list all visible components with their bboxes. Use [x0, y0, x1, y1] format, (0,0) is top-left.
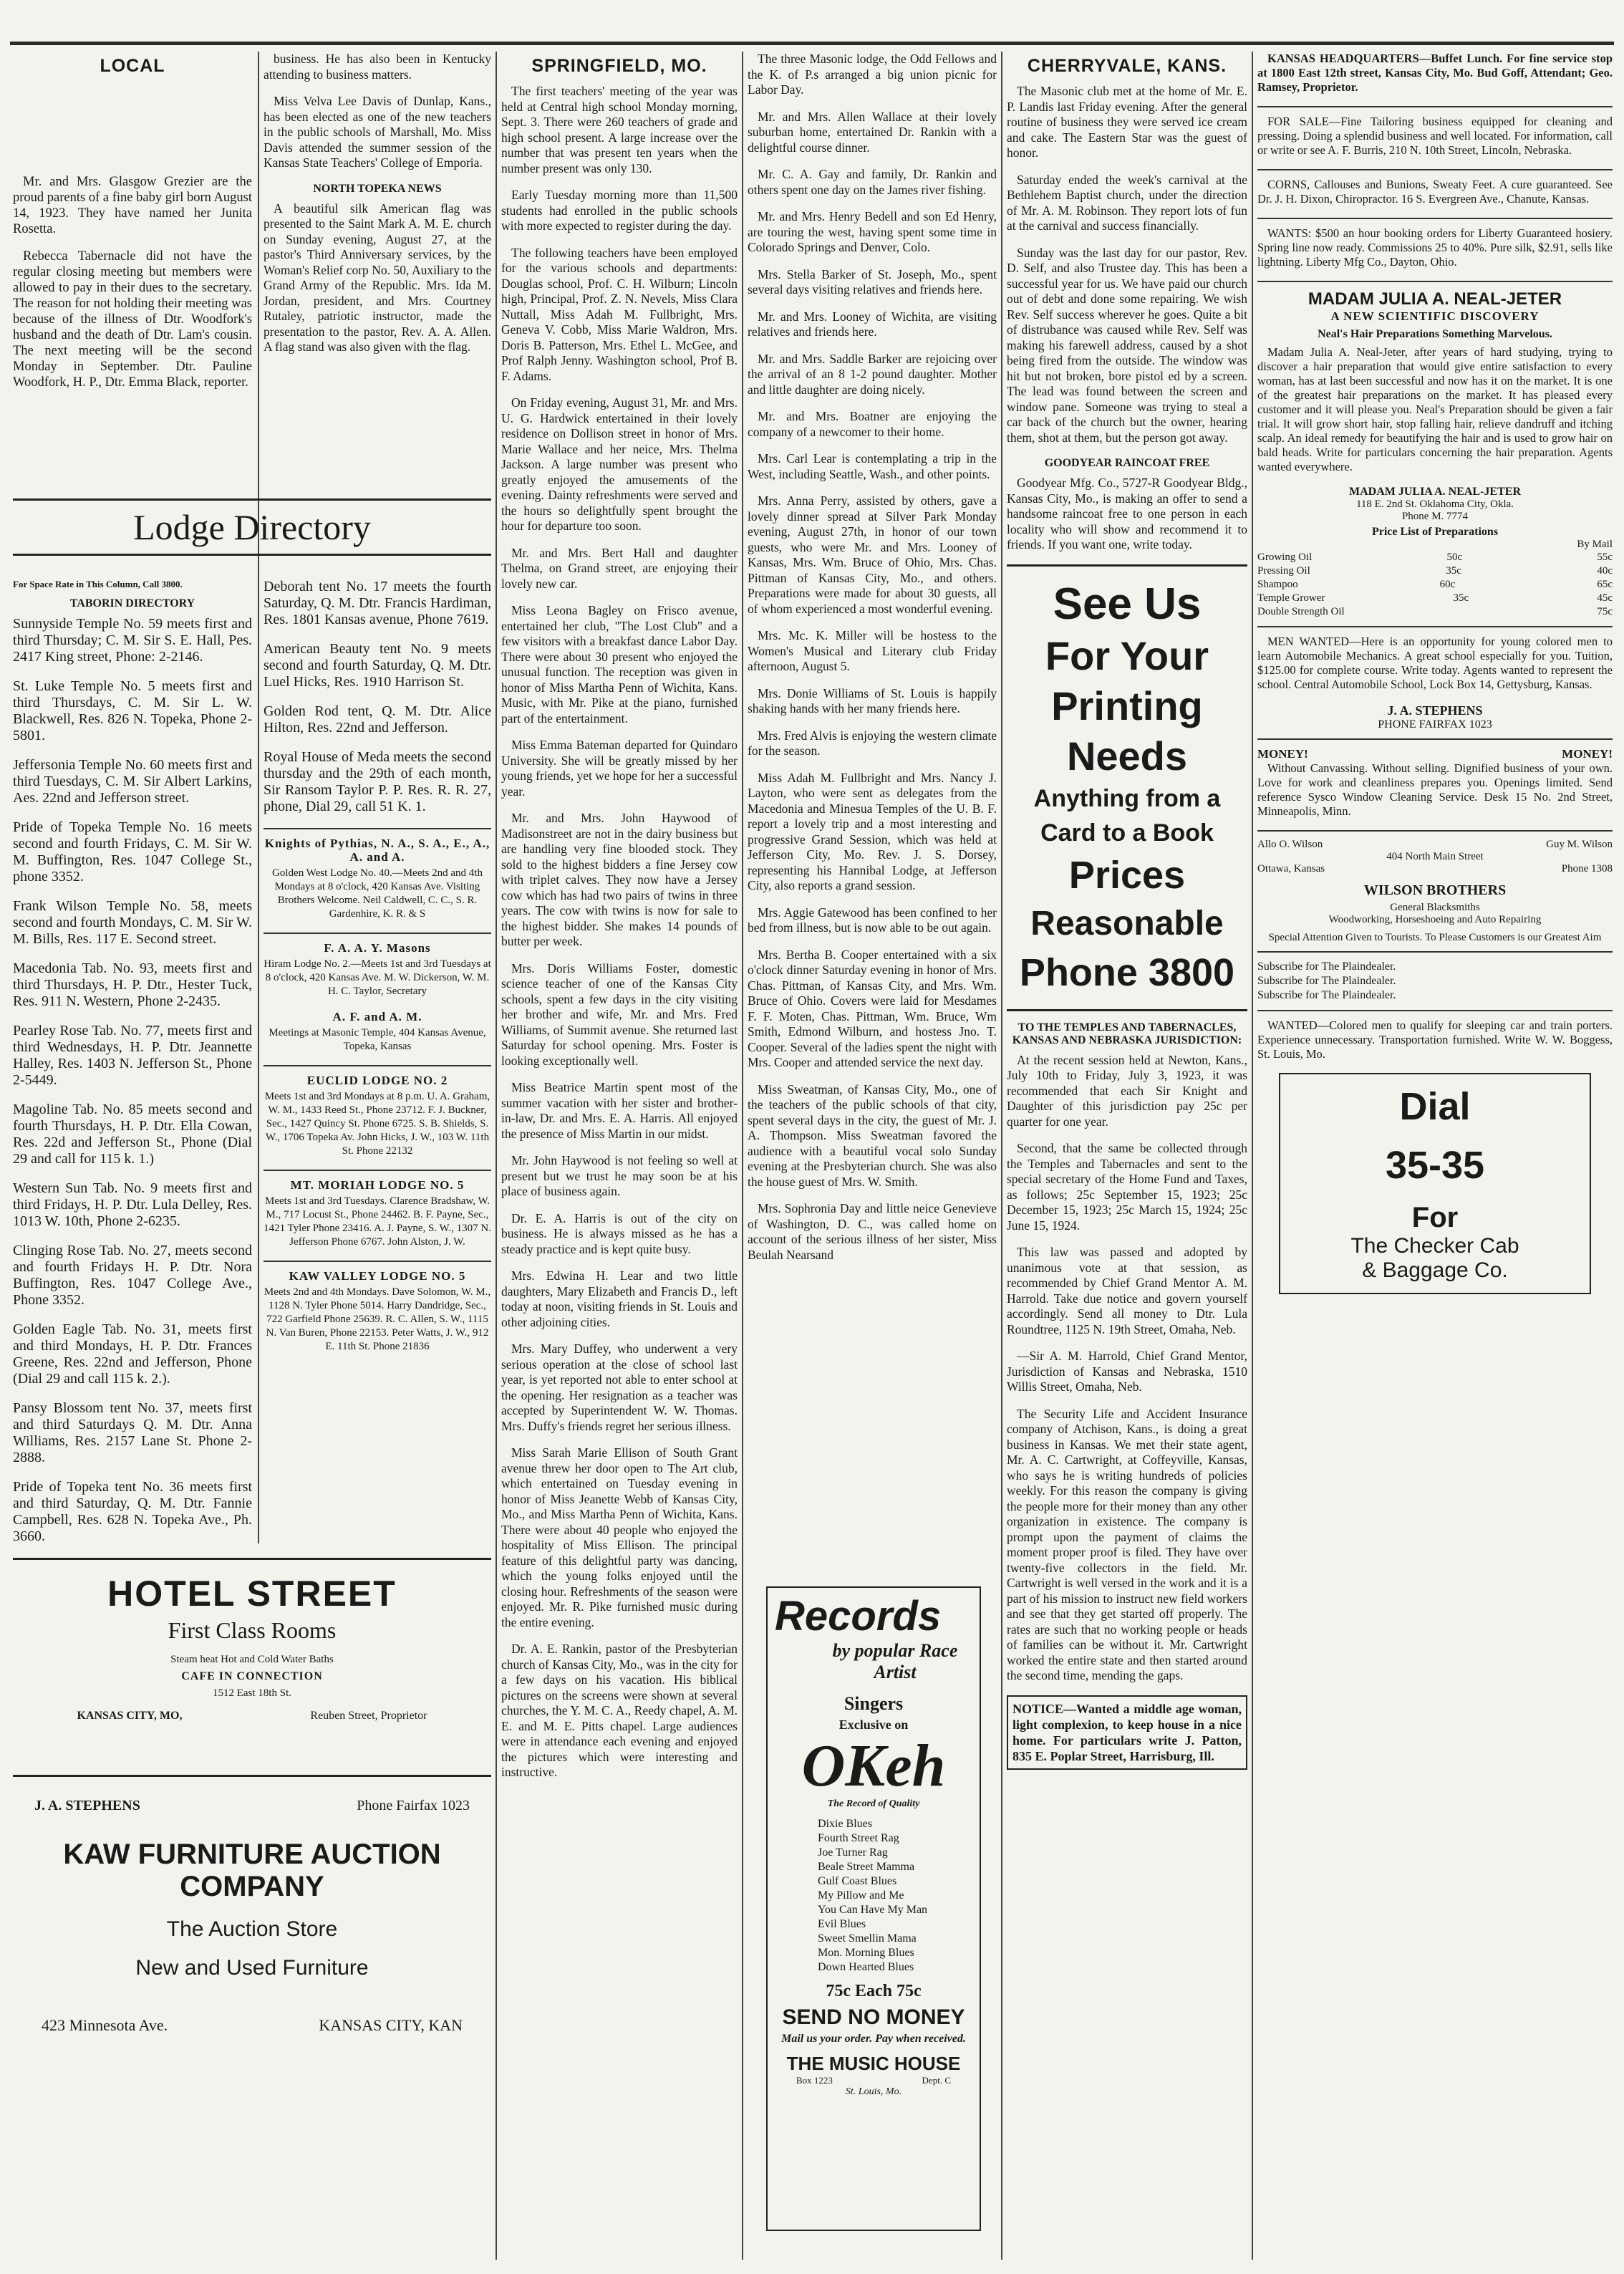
neal-address: 118 E. 2nd St. Oklahoma City, Okla.: [1355, 498, 1514, 510]
divider: [1257, 1010, 1613, 1011]
article-paragraph: Dr. E. A. Harris is out of the city on business. He is always missed as he has a steady practice and is kept quite busy.: [501, 1210, 738, 1256]
price-mail: 55c: [1597, 551, 1613, 563]
wilson-title: WILSON BROTHERS: [1363, 882, 1507, 898]
kp-body: Golden West Lodge No. 40.—Meets 2nd and 4th Mondays at 8 o'clock, 420 Kansas Ave. Visiting Brothers Welcome. Neil Caldwell, C. C., S. R. Gardenhire, K. R. & S: [272, 867, 483, 920]
dial-title: Dial: [1399, 1085, 1471, 1128]
column-divider: [258, 52, 259, 1543]
temple-entry: Pride of Topeka tent No. 36 meets first and third Saturday, Q. M. Dtr. Fannie Campbell, Res. 628 N. Topeka Ave., Ph. 3660.: [13, 1479, 252, 1544]
records-mail-note: Mail us your order. Pay when received.: [781, 2033, 966, 2045]
column-divider: [1001, 52, 1002, 2260]
music-house-address: [775, 2075, 972, 2086]
stephens-phone: PHONE FAIRFAX 1023: [1378, 718, 1492, 731]
hotel-line: CAFE IN CONNECTION: [181, 1670, 323, 1682]
song-item: Gulf Coast Blues: [818, 1875, 897, 1887]
classifieds-column: [1257, 52, 1613, 2265]
temple-entry: St. Luke Temple No. 5 meets first and third Thursdays, C. M. Sir L. W. Blackwell, Res. 826 N. Topeka, Phone 2-5801.: [13, 678, 252, 743]
temple-entry: Sunnyside Temple No. 59 meets first and third Thursday; C. M. Sir S. E. Hall, Pes. 2417 King street, Phone: 2-2146.: [13, 616, 252, 665]
wilson-note: Special Attention Given to Tourists. To Please Customers is our Greatest Aim: [1268, 932, 1602, 943]
neal-phone: Phone M. 7774: [1401, 511, 1469, 522]
article-paragraph: Mrs. Bertha B. Cooper entertained with a six o'clock dinner Saturday evening in honor of Mrs. Chas. Pittman, of Kansas City, and Mrs. Wm. Bruce of Ohio. Covers were laid for Mesdames F. F. Moten, Chas. Pittman, Wm. Bruce, Wm Smith, Edmond Wilburn, and hostess Jno. T. Cooper. Several of the ladies spent the night with Mrs. Cooper and attended service the next day.: [748, 947, 997, 1069]
price-item: Growing Oil: [1257, 551, 1313, 563]
money-heading-right: MONEY!: [1562, 747, 1613, 761]
price-item: Temple Grower: [1257, 592, 1325, 604]
money-heading-left: MONEY!: [1257, 747, 1308, 761]
kaw-valley-body: Meets 2nd and 4th Mondays. Dave Solomon, W. M., 1128 N. Tyler Phone 5014. Harry Dandridge, Sec., 722 Garfield Phone 25639. R. C. Allen, S. W., 1115 N. Van Buren, Phone 22153. Peter Watts, J. W., 912 E. 11th St. Phone 21836: [264, 1286, 491, 1352]
price-value: 35c: [1453, 592, 1469, 604]
price-item: Shampoo: [1257, 579, 1298, 590]
song-item: Down Hearted Blues: [818, 1961, 914, 1973]
divider: [1257, 106, 1613, 107]
social-column: [748, 52, 997, 1584]
divider: [264, 1170, 491, 1171]
divider: [264, 1065, 491, 1066]
article-paragraph: Sunday was the last day for our pastor, Rev. D. Self, and also Trustee day. This has been a successful year for us. We have paid our church out of debt and done some repairing. We wish Rev. Self success wherever he goes. Quite a bit of distrubance was caused while Rev. Self was making his farewell address, caused by a shot being fired from the outside. The window was hit but not broken, bore pistol ed by a screen. The lead was found between the screen and window pane. Someone was trying to steal a car back of the church but the owner, hearing them, shot at them, but the person got away.: [1007, 245, 1247, 445]
hotel-line: Steam heat Hot and Cold Water Baths: [170, 1654, 334, 1665]
price-row: [1257, 605, 1613, 619]
article-paragraph: Mr. and Mrs. Bert Hall and daughter Thelma, on Grand street, are enjoying their lovely new car.: [501, 545, 738, 591]
article-paragraph: Mr. and Mrs. Looney of Wichita, are visiting relatives and friends here.: [748, 309, 997, 339]
taborin-heading: TABORIN DIRECTORY: [69, 597, 195, 610]
wilson-names: [1257, 839, 1613, 851]
faam-body: Hiram Lodge No. 2.—Meets 1st and 3rd Tuesdays at 8 o'clock, 420 Kansas Ave. M. W. Dickerson, W. M. H. C. Taylor, Secretary: [264, 958, 491, 997]
neal-address: MADAM JULIA A. NEAL-JETER: [1348, 486, 1521, 498]
temples-heading: TO THE TEMPLES AND TABERNACLES, KANSAS AND NEBRASKA JURISDICTION:: [1012, 1021, 1242, 1046]
article-paragraph: The Masonic club met at the home of Mr. E. P. Landis last Friday evening. After the general routine of business they were served ice cream and cake. The Eastern Star was the guest of honor.: [1007, 84, 1247, 160]
article-paragraph: Mr. and Mrs. John Haywood of Madisonstreet are not in the dairy business but are handling very fine blooded stock. They sold to the highest bidders a fine Jersey cow with triplet calves. They now have a Jersey cow which has had two pairs of twins in three years. The cow with twins is now for sale to the highest bidder. She makes 14 pounds of butter per week.: [501, 811, 738, 948]
wilson-city: Ottawa, Kansas: [1257, 863, 1325, 875]
article-paragraph: Miss Velva Lee Davis of Dunlap, Kans., has been elected as one of the new teachers in the public schools of Marshall, Mo. Miss Davis attended the summer session of the Kansas State Teachers' College of Emporia.: [264, 94, 491, 170]
printing-ad-line: Card to a Book: [1040, 819, 1214, 847]
send-no-money: SEND NO MONEY: [782, 2005, 965, 2029]
hotel-city: KANSAS CITY, MO,: [77, 1710, 183, 1722]
song-item: Sweet Smellin Mama: [818, 1932, 917, 1945]
tent-entry: Royal House of Meda meets the second thursday and the 29th of each month, Sir Ransom Taylor P. P. Res. R. R. 27, phone, Dial 29, call 51 K. 1.: [264, 749, 491, 814]
price-item: Double Strength Oil: [1257, 606, 1345, 617]
wilson-phone: Phone 1308: [1561, 863, 1613, 875]
records-by: by popular Race Artist: [832, 1640, 958, 1682]
article-paragraph: Early Tuesday morning more than 11,500 students had enrolled in the public schools with more expected to register during the day.: [501, 188, 738, 233]
article-paragraph: Mrs. Carl Lear is contemplating a trip in the West, including Seattle, Wash., and other points.: [748, 451, 997, 481]
kp-heading: Knights of Pythias, N. A., S. A., E., A., A. and A.: [264, 837, 490, 864]
local-heading: LOCAL: [100, 56, 165, 76]
kaw-name: J. A. STEPHENS: [34, 1798, 140, 1813]
records-singers: Singers: [844, 1693, 904, 1714]
springfield-column: [501, 52, 738, 2258]
divider: [264, 933, 491, 934]
kaw-valley-heading: KAW VALLEY LODGE NO. 5: [289, 1269, 466, 1283]
song-list: [775, 1817, 972, 1975]
article-paragraph: The Security Life and Accident Insurance company of Atchison, Kans., is doing a great business in Kansas. We met their state agent, Mr. A. C. Cartwright, at Coffeyville, Kansas, who says he is writing hundreds of policies weekly. For this reason the company is giving the people more for their money than any other organization in existence. The company is prompt upon the payment of claims the moment proper proof is filed. They have over twenty-five collectors in the field. Mr. Cartwright is well versed in the work and it is a part of his mission to instruct new field workers and see that they get started off properly. The rates are such that no working people or heads of families can be without it. Mr. Cartwright worked the entire state and then started around the second time, mending the gaps.: [1007, 1406, 1247, 1682]
euclid-lodge-box: [264, 1074, 491, 1158]
column-divider: [496, 52, 497, 2260]
neal-jeter-title: MADAM JULIA A. NEAL-JETER: [1308, 289, 1562, 309]
song-item: My Pillow and Me: [818, 1889, 904, 1902]
music-house: THE MUSIC HOUSE: [786, 2053, 961, 2074]
article-paragraph: Miss Adah M. Fullbright and Mrs. Nancy J. Layton, who were sent as delegates from the Macedonia and Minesua Temples of the U. B. F. report a lovely trip and a most interesting and progressive Grand Session, which was held at Jefferson City, Mo. Rev. J. S. Dorsey, representing his Hannibal Lodge, at Jefferson City, also reports a grand session.: [748, 770, 997, 892]
hotel-title: HOTEL STREET: [107, 1574, 397, 1614]
neal-jeter-body: Madam Julia A. Neal-Jeter, after years of hard studying, trying to discover a hair preparation that would give entire satisfaction to every woman, has at last been successful and now has it on the market. It is one of the greatest hair preparations on the market. It has pleased every customer and it will please you. Neal's Preparation should be given a fair trial. It will grow short hair, stop falling hair, relieve dandruff and itching scalp. An ideal remedy for beautifying the hair and is used to grow hair on bald heads. Write for particulars concerning the hair preparation. Agents wanted everywhere.: [1257, 345, 1613, 473]
article-paragraph: Mrs. Fred Alvis is enjoying the western climate for the season.: [748, 728, 997, 758]
article-paragraph: Mrs. Stella Barker of St. Joseph, Mo., spent several days visiting relatives and friends here.: [748, 266, 997, 297]
temple-entry: Pearley Rose Tab. No. 77, meets first and third Wednesdays, H. P. Dtr. Jeannette Halley, Res. 1403 N. Jefferson St., Phone 2-5449.: [13, 1023, 252, 1088]
kaw-title: KAW FURNITURE AUCTION: [63, 1839, 441, 1870]
price-row: [1257, 551, 1613, 564]
okeh-logo: OKeh: [801, 1733, 946, 1799]
song-item: Dixie Blues: [818, 1818, 872, 1830]
wilson-sub: General Blacksmiths: [1390, 902, 1480, 913]
price-mail: 75c: [1597, 606, 1613, 617]
printing-ad-line: Phone 3800: [1019, 950, 1235, 994]
classified-ad: MEN WANTED—Here is an opportunity for young colored men to learn Automobile Mechanics. A great school especially for you. Tuition, $125.00 for complete course. Write today. Agents wanted to represent the school. Central Automobile School, Lock Box 14, Gettysburg, Kansas.: [1257, 635, 1613, 691]
article-paragraph: Mr. and Mrs. Allen Wallace at their lovely suburban home, entertained Dr. Rankin with a delightful course dinner.: [748, 109, 997, 155]
article-paragraph: Miss Leona Bagley on Frisco avenue, entertained her club, "The Lost Club" and a few visitors with a breakfast dance Labor Day. There were about 30 present who enjoyed the unusual function. The reception was given in honor of Miss Martha Penn of Wichita, Kans. Music, with Mr. Pike at the piano, furnished part of the entertainment.: [501, 603, 738, 726]
article-paragraph: Miss Beatrice Martin spent most of the summer vacation with her sister and brother-in-law, Dr. and Mrs. E. A. Harris. All enjoyed the presence of Miss Martin in our midst.: [501, 1080, 738, 1141]
printing-ad-line: Needs: [1066, 733, 1188, 779]
hotel-proprietor: Reuben Street, Proprietor: [310, 1710, 427, 1722]
article-paragraph: Second, that the same be collected through the Temples and Tabernacles and sent to the special secretary of the Home Fund and Taxes, as follows; 25c September 15, 1923; 25c December 15, 1923; 25c March 15, 1924; 25c June 15, 1924.: [1007, 1141, 1247, 1233]
okeh-tagline: The Record of Quality: [827, 1798, 920, 1809]
dial-number: 35-35: [1385, 1144, 1485, 1187]
faam-heading: F. A. A. Y. Masons: [324, 941, 431, 955]
local-paragraph: Rebecca Tabernacle did not have the regular closing meeting but members were allowed to pay in their dues to the secretary. The reason for not holding their meeting was because of the illness of Dtr. Woodfork's husband and the death of Dtr. Lam's cousin. The next meeting will be the second Monday in September. Dtr. Pauline Woodfork, H. P., Dtr. Emma Black, reporter.: [13, 249, 252, 390]
neal-jeter-tag: Neal's Hair Preparations Something Marvelous.: [1318, 328, 1552, 340]
article-paragraph: Mr. and Mrs. Boatner are enjoying the company of a newcomer to their home.: [748, 409, 997, 439]
checker-cab-line: The Checker Cab: [1350, 1234, 1519, 1258]
afam-body: Meetings at Masonic Temple, 404 Kansas Avenue, Topeka, Kansas: [269, 1027, 486, 1052]
price-by-mail: By Mail: [1577, 539, 1613, 550]
hotel-line: 1512 East 18th St.: [212, 1687, 291, 1699]
kaw-furniture-ad: [13, 1791, 491, 2249]
song-item: Evil Blues: [818, 1918, 866, 1930]
euclid-body: Meets 1st and 3rd Mondays at 8 p.m. U. A. Graham, W. M., 1433 Reed St., Phone 23712. F. J. Buckner, Sec., 1427 Quincy St. Phone 6725. S. B. Shields, S. W., 1706 Topeka Av. John Hicks, J. W., 103 W. 11th St. Phone 22132: [264, 1091, 490, 1157]
song-item: Fourth Street Rag: [818, 1832, 899, 1844]
divider: [1257, 738, 1613, 740]
moriah-lodge-box: [264, 1178, 491, 1249]
checker-cab-line: & Baggage Co.: [1362, 1258, 1508, 1282]
column-divider: [742, 52, 743, 2260]
article-paragraph: At the recent session held at Newton, Kans., July 10th to Friday, July 3, 1923, it was recommended that each Sir Knight and Daughter of this jurisdiction pay 25c per quarter for one year.: [1007, 1052, 1247, 1129]
article-paragraph: Mrs. Mary Duffey, who underwent a very serious operation at the close of school last year, is yet reported not able to enter school at the opening. Her resignation as a teacher was accepted by Superintendent W. W. Thomas. Mrs. Duffy's friends regret her serious illness.: [501, 1341, 738, 1433]
kaw-footer: [13, 2016, 491, 2035]
temple-entry: Pride of Topeka Temple No. 16 meets second and fourth Fridays, C. M. Sir W. M. Buffington, Res. 1047 College St., phone 3352.: [13, 819, 252, 885]
faam-box: [264, 941, 491, 998]
article-paragraph: Miss Sarah Marie Ellison of South Grant avenue threw her door open to The Art club, which entertained on Tuesday evening in honor of Miss Jeanette Webb of Kansas City, Mo., and Miss Martha Penn of Wichita, Kans. There were about 40 people who enjoyed the hospitality of Miss Ellison. The principal feature of this delightful party was dancing, which the young folks enjoyed until the closing hour. Refreshments of the season were enjoyed. Mr. R. Pike furnished music during the entire evening.: [501, 1445, 738, 1629]
divider: [1257, 218, 1613, 219]
price-list-heading: Price List of Preparations: [1371, 526, 1499, 538]
lodge-directory-title: Lodge Directory: [13, 498, 491, 556]
price-mail: 65c: [1597, 579, 1613, 590]
cherryvale-heading: CHERRYVALE, KANS.: [1027, 56, 1227, 76]
space-rate-note: For Space Rate in This Column, Call 3800.: [13, 579, 183, 589]
article-paragraph: The first teachers' meeting of the year was held at Central high school Monday morning, Sept. 3. There were 260 teachers of grade and high school present. A large increase over the number that was present ten years when the number present was only 130.: [501, 84, 738, 175]
kaw-city: KANSAS CITY, KAN: [319, 2016, 463, 2034]
divider: [1257, 830, 1613, 832]
divider: [1257, 281, 1613, 282]
article-paragraph: Miss Emma Bateman departed for Quindaro University. She will be greatly missed by her young friends, yet we hope for her a successful year.: [501, 738, 738, 799]
article-paragraph: The following teachers have been employed for the various schools and departments: Douglas school, Prof. C. H. Wilburn; Lincoln high, Principal, Prof. Z. N. Nevels, Miss Clara Nuttall, Miss Adah M. Fullbright, Mrs. Geneva V. Cobb, Miss Marie Waldron, Mrs. Doris B. Patterson, Mrs. Ethel L. McGee, and Prof Ralph Jenny. Washington school, Prof B. F. Adams.: [501, 245, 738, 383]
tent-entry: American Beauty tent No. 9 meets second and fourth Saturday, Q. M. Dtr. Luel Hicks, Res. 1910 Harrison St.: [264, 641, 491, 690]
article-paragraph: Mr. John Haywood is not feeling so well at present but we trust he may soon be at his place of business again.: [501, 1153, 738, 1198]
records-exclusive: Exclusive on: [838, 1717, 909, 1732]
top-rule: [10, 42, 1614, 45]
knights-of-pythias-box: [264, 837, 491, 921]
article-paragraph: Miss Sweatman, of Kansas City, Mo., one of the teachers of the public schools of that city, spent several days in the city, the guest of Mr. J. A. Thompson. Miss Sweatman favored the audience with a beautiful vocal solo Sunday evening at the Presbyterian church. She was also the house guest of Mrs. W. Smith.: [748, 1081, 997, 1189]
printing-ad-line: Printing: [1051, 683, 1203, 728]
song-item: You Can Have My Man: [818, 1904, 928, 1916]
kaw-title: COMPANY: [180, 1871, 324, 1902]
kaw-address: 423 Minnesota Ave.: [42, 2016, 168, 2034]
printing-ad-line: Prices: [1068, 853, 1186, 897]
price-value: 50c: [1446, 551, 1463, 563]
price-row: [1257, 592, 1613, 605]
hotel-street-ad: [13, 1558, 491, 1777]
classified-ad: KANSAS HEADQUARTERS—Buffet Lunch. For fine service stop at 1800 East 12th street, Kansas City, Mo. Bud Goff, Attendant; Geo. Ramsey, Proprietor.: [1257, 52, 1613, 94]
temple-entry: Western Sun Tab. No. 9 meets first and third Fridays, H. P. Dtr. Lula Delley, Res. 1013 W. 10th, Phone 2-6235.: [13, 1180, 252, 1229]
temple-entry: Jeffersonia Temple No. 60 meets first and third Tuesdays, C. M. Sir Albert Larkins, Aes. 22nd and Jefferson street.: [13, 757, 252, 806]
moriah-body: Meets 1st and 3rd Tuesdays. Clarence Bradshaw, W. M., 717 Locust St., Phone 24462. B. F. Payne, Sec., 1421 Tyler Phone 23416. A. J. Payne, S. W., 1307 N. Jefferson Phone 6767. John Alston, J. W.: [264, 1195, 491, 1248]
printing-ad-line: For Your: [1045, 632, 1209, 678]
subscribe-line: Subscribe for The Plaindealer.: [1257, 989, 1396, 1001]
article-paragraph: Mrs. Doris Williams Foster, domestic science teacher of one of the Kansas City schools, spent a few days in the city visiting her brother and wife, Mr. and Mrs. Fred Williams, of Summit avenue. She returned last Saturday for school opening. Mrs. Foster is looking exceptionally well.: [501, 960, 738, 1068]
divider: [264, 1261, 491, 1262]
divider: [264, 828, 491, 829]
north-topeka-heading: NORTH TOPEKA NEWS: [313, 182, 442, 195]
kaw-header: [13, 1791, 491, 1814]
kaw-sub: New and Used Furniture: [135, 1956, 369, 1980]
song-item: Mon. Morning Blues: [818, 1947, 914, 1959]
article-paragraph: Mrs. Edwina H. Lear and two little daughters, Mary Elizabeth and Francis D., left today at noon, visiting friends in St. Louis and other adjoining cities.: [501, 1268, 738, 1329]
article-paragraph: Dr. A. E. Rankin, pastor of the Presbyterian church of Kansas City, Mo., was in the city for a few days on his vacation. His biblical pictures on the screens were shown at several churches, the Y. M. C. A., Reedy chapel, A. M. E. and M. E. Pitts chapel. Large audiences were in attendance each evening and enjoyed the pictures which were interesting and instructive.: [501, 1642, 738, 1779]
printing-ad-line: Reasonable: [1030, 904, 1224, 943]
notice-ad: NOTICE—Wanted a middle age woman, light complexion, to keep house in a nice home. For particulars write J. Patton, 835 E. Poplar Street, Harrisburg, Ill.: [1007, 1695, 1247, 1770]
classified-ad: FOR SALE—Fine Tailoring business equipped for cleaning and pressing. Doing a splendid business and well located. For information, call or write or see A. F. Burris, 210 N. 10th Street, Lincoln, Nebraska.: [1257, 115, 1613, 157]
afam-heading: A. F. and A. M.: [332, 1010, 422, 1023]
classified-ad: CORNS, Callouses and Bunions, Sweaty Feet. A cure guaranteed. See Dr. J. H. Dixon, Chiropractor. 16 S. Evergreen Ave., Chanute, Kansas.: [1257, 178, 1613, 206]
article-paragraph: The three Masonic lodge, the Odd Fellows and the K. of P.s arranged a big union picnic for Labor Day.: [748, 52, 997, 97]
illegible-text: [13, 84, 252, 163]
price-mail: 45c: [1597, 592, 1613, 604]
article-paragraph: Mrs. Anna Perry, assisted by others, gave a lovely dinner spread at Silver Park Monday evening, August 27th, in honor of our town guests, who were Mr. and Mrs. Looney of Kansas, Mrs. Wm. Bruce of Ohio, Mrs. Chas. Pittman of Kansas City, Mo., and others. Preparations were made for about 30 guests, all of whom experienced a most wonderful evening.: [748, 493, 997, 616]
column-two-top: [264, 52, 491, 481]
article-paragraph: This law was passed and adopted by unanimous vote at that session, as recommended by Chief Grand Mentor A. M. Harrold. Take due notice and govern yourself accordingly. Send all money to Dtr. Lula Roundtree, 1125 N. 19th Street, Omaha, Neb.: [1007, 1245, 1247, 1336]
wilson-name: Allo O. Wilson: [1257, 839, 1323, 850]
taborin-directory: [13, 579, 252, 1546]
article-paragraph: On Friday evening, August 31, Mr. and Mrs. U. G. Hardwick entertained in their lovely residence on Dollison street in honor of Mrs. Marie Wallace and her neice, Mrs. Thelma Jackson. A large number was present who greatly enjoyed the amusements of the evening. Dainty refreshments were served and the hours so delightfully spent brought the hour for departure too soon.: [501, 395, 738, 533]
lodge-directory-banner: [13, 490, 491, 563]
article-paragraph: Mrs. Donie Williams of St. Louis is happily shaking hands with her many friends here.: [748, 685, 997, 716]
kaw-sub: The Auction Store: [166, 1917, 338, 1941]
tent-entry: Golden Rod tent, Q. M. Dtr. Alice Hilton, Res. 22nd and Jefferson.: [264, 703, 491, 736]
hotel-subtitle: First Class Rooms: [168, 1617, 337, 1643]
article-paragraph: Mr. and Mrs. Henry Bedell and son Ed Henry, are touring the west, having spent some time in Colorado Springs and Denver, Colo.: [748, 209, 997, 254]
okeh-records-ad: [766, 1586, 981, 2231]
records-price: 75c Each 75c: [826, 1982, 922, 2000]
article-paragraph: Mrs. Mc. K. Miller will be hostess to the Women's Musical and Literary club Friday afternoon, August 5.: [748, 628, 997, 673]
kaw-valley-lodge-box: [264, 1269, 491, 1354]
temple-entry: Magoline Tab. No. 85 meets second and fourth Thursdays, H. P. Dtr. Ella Cowan, Res. 22d and Jefferson St., Phone (Dial 29 and call for 115 k. 1.): [13, 1102, 252, 1167]
subscribe-line: Subscribe for The Plaindealer.: [1257, 960, 1396, 973]
neal-jeter-sub: A NEW SCIENTIFIC DISCOVERY: [1330, 309, 1540, 323]
wilson-name: Guy M. Wilson: [1546, 839, 1613, 850]
wilson-sub: Woodworking, Horseshoeing and Auto Repairing: [1328, 914, 1542, 925]
temple-entry: Clinging Rose Tab. No. 27, meets second and fourth Fridays H. P. Dtr. Nora Buffington, Res. 1047 College Ave., Phone 3352.: [13, 1243, 252, 1308]
divider: [1257, 169, 1613, 170]
tent-entry: Deborah tent No. 17 meets the fourth Saturday, Q. M. Dtr. Francis Hardiman, Res. 1801 Kansas avenue, Phone 7619.: [264, 579, 491, 627]
song-item: Joe Turner Rag: [818, 1846, 888, 1859]
temple-entry: Pansy Blossom tent No. 37, meets first and third Saturdays Q. M. Dtr. Anna Williams, Res. 2157 Lane St. Phone 2-2888.: [13, 1400, 252, 1465]
article-paragraph: Saturday ended the week's carnival at the Bethlehem Baptist church, under the direction of Mr. A. M. Robinson. They report lots of fun at the carnival and success financially.: [1007, 172, 1247, 233]
divider: [1257, 626, 1613, 627]
money-heading: [1257, 747, 1613, 761]
column-divider: [1252, 52, 1253, 2260]
price-item: Pressing Oil: [1257, 565, 1310, 577]
afam-box: [264, 1010, 491, 1054]
records-title: Records: [775, 1593, 942, 1639]
article-paragraph: Mr. and Mrs. Saddle Barker are rejoicing over the arrival of an 8 1-2 pound daughter. Mother and little daughter are doing nicely.: [748, 351, 997, 397]
price-row: [1257, 564, 1613, 578]
cherryvale-column: [1007, 52, 1247, 2265]
price-mail: 40c: [1597, 565, 1613, 577]
moriah-heading: MT. MORIAH LODGE NO. 5: [290, 1178, 465, 1192]
temple-entry: Frank Wilson Temple No. 58, meets second and fourth Mondays, C. M. Sir W. M. Bills, Res. 117 E. Second street.: [13, 898, 252, 947]
article-paragraph: business. He has also been in Kentucky attending to business matters.: [264, 52, 491, 82]
classified-ad: Without Canvassing. Without selling. Dignified business of your own. Love for work and cleanliness prepares you. Openings limited. Send reference Sysco Window Cleaning Service. Desk 15 No. 2nd Street, Minneapolis, Minn.: [1257, 761, 1613, 818]
music-house-dept: Dept. C: [922, 2075, 951, 2086]
temple-entry: Macedonia Tab. No. 93, meets first and third Thursdays, H. P. Dtr., Hester Tuck, Res. 911 N. Western, Phone 2-2435.: [13, 960, 252, 1009]
price-value: 60c: [1439, 579, 1456, 590]
stephens-name: J. A. STEPHENS: [1387, 703, 1483, 718]
printing-ad-line: Anything from a: [1033, 784, 1221, 812]
music-house-box: Box 1223: [796, 2075, 833, 2086]
printing-ad-line: See Us: [1053, 579, 1202, 629]
classified-ad: WANTS: $500 an hour booking orders for Liberty Guaranteed hosiery. Spring line now ready. Commissions 25 to 40%. Pure silk, $2.91, sells like lightning. Liberty Mfg Co., Dayton, Ohio.: [1257, 226, 1613, 269]
article-paragraph: Mrs. Sophronia Day and little neice Genevieve of Washington, D. C., was called home on account of the serious illness of her sister, Miss Beulah Nearsand: [748, 1201, 997, 1262]
price-row: [1257, 578, 1613, 592]
wilson-address: 404 North Main Street: [1386, 851, 1484, 862]
checker-cab-ad: [1279, 1073, 1591, 1294]
goodyear-heading: GOODYEAR RAINCOAT FREE: [1044, 457, 1210, 469]
hotel-footer: [13, 1710, 491, 1723]
local-paragraph: Mr. and Mrs. Glasgow Grezier are the proud parents of a fine baby girl born August 14, 1923. They have named her Junita Rosetta.: [13, 175, 252, 236]
printing-ad: [1007, 564, 1247, 1011]
kaw-phone: Phone Fairfax 1023: [357, 1798, 470, 1813]
classified-ad: WANTED—Colored men to qualify for sleeping car and train porters. Experience unnecessary. Transportation furnished. Write W. W. Boggess, St. Louis, Mo.: [1257, 1018, 1613, 1061]
song-item: Beale Street Mamma: [818, 1861, 915, 1873]
price-value: 35c: [1446, 565, 1461, 577]
goodyear-body: Goodyear Mfg. Co., 5727-R Goodyear Bldg., Kansas City, Mo., is making an offer to send a handsome raincoat free to one person in each locality who will show and recommend it to friends. If you want one, write today.: [1007, 476, 1247, 551]
lodge-column-two: [264, 579, 491, 1546]
article-paragraph: Mrs. Aggie Gatewood has been confined to her bed from illness, but is now able to be out again.: [748, 905, 997, 935]
article-paragraph: Mr. C. A. Gay and family, Dr. Rankin and others spent one day on the James river fishing.: [748, 167, 997, 197]
wilson-city-row: [1257, 863, 1613, 875]
temple-entry: Golden Eagle Tab. No. 31, meets first and third Mondays, H. P. Dtr. Frances Greene, Res. 22nd and Jefferson, Phone (Dial 29 and call 115 k. 2.).: [13, 1321, 252, 1387]
euclid-heading: EUCLID LODGE NO. 2: [306, 1074, 448, 1087]
music-house-city: St. Louis, Mo.: [845, 2086, 902, 2097]
dial-for: For: [1411, 1202, 1459, 1233]
subscribe-line: Subscribe for The Plaindealer.: [1257, 975, 1396, 987]
divider: [1257, 951, 1613, 953]
springfield-heading: SPRINGFIELD, MO.: [531, 56, 707, 76]
local-column: [13, 52, 252, 481]
article-paragraph: —Sir A. M. Harrold, Chief Grand Mentor, Jurisdiction of Kansas and Nebraska, 1510 Willis Street, Omaha, Neb.: [1007, 1349, 1247, 1394]
article-paragraph: A beautiful silk American flag was presented to the Saint Mark A. M. E. church on Sunday evening, August 27, at the pastor's Third Anniversary services, by the Woman's Relief corp No. 50, Auxiliary to the Grand Army of the Republic. Mrs. Ida M. Jordan, president, and Mrs. Courtney Rutaley, patriotic instructor, made the presentation to the pastor, Rev. A. A. Allen. A flag stand was also given with the flag.: [264, 201, 491, 354]
